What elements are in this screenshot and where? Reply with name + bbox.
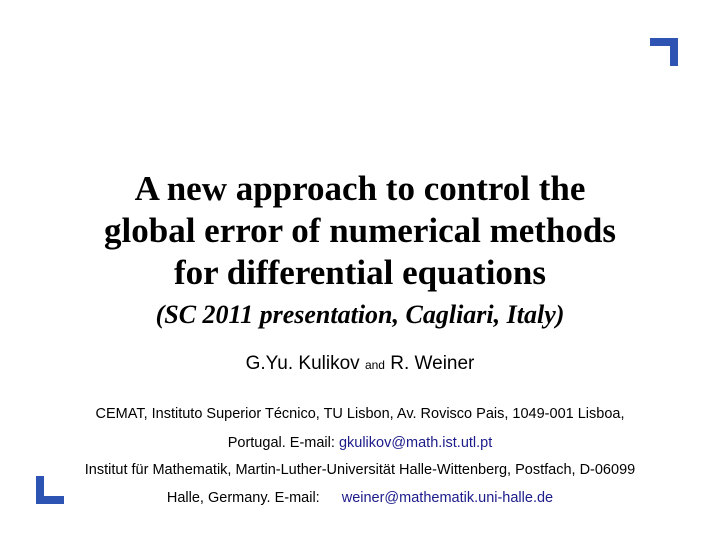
authors-line — [0, 351, 720, 378]
affiliation-1-line-2 — [0, 433, 720, 453]
corner-bracket-bottom-left-icon — [36, 476, 66, 506]
slide-subtitle: (SC 2011 presentation, Cagliari, Italy) — [155, 300, 565, 329]
affiliation-2-line-2 — [0, 488, 720, 508]
corner-bracket-top-right-icon — [650, 38, 680, 68]
title-line-1: A new approach to control the — [134, 169, 586, 208]
affiliation-1-line-1: CEMAT, Instituto Superior Técnico, TU Lisbon, Av. Rovisco Pais, 1049-001 Lisboa, — [95, 406, 625, 422]
affiliation-2-email-label: Halle, Germany. E-mail: — [166, 490, 320, 506]
title-line-2: global error of numerical methods — [104, 211, 616, 250]
affiliation-1-email-label: Portugal. E-mail: — [227, 435, 335, 451]
authors-and: and — [364, 358, 385, 372]
affiliation-2-line-1: Institut für Mathematik, Martin-Luther-Universität Halle-Wittenberg, Postfach, D-06099 — [84, 462, 636, 478]
affiliation-2-email-link[interactable]: weiner@mathematik.uni-halle.de — [341, 490, 554, 506]
title-line-3: for differential equations — [173, 253, 547, 292]
slide-title — [0, 168, 720, 294]
affiliation-1-email-link[interactable]: gkulikov@math.ist.utl.pt — [338, 435, 493, 451]
author-2: R. Weiner — [390, 353, 475, 374]
author-1: G.Yu. Kulikov — [245, 353, 360, 374]
